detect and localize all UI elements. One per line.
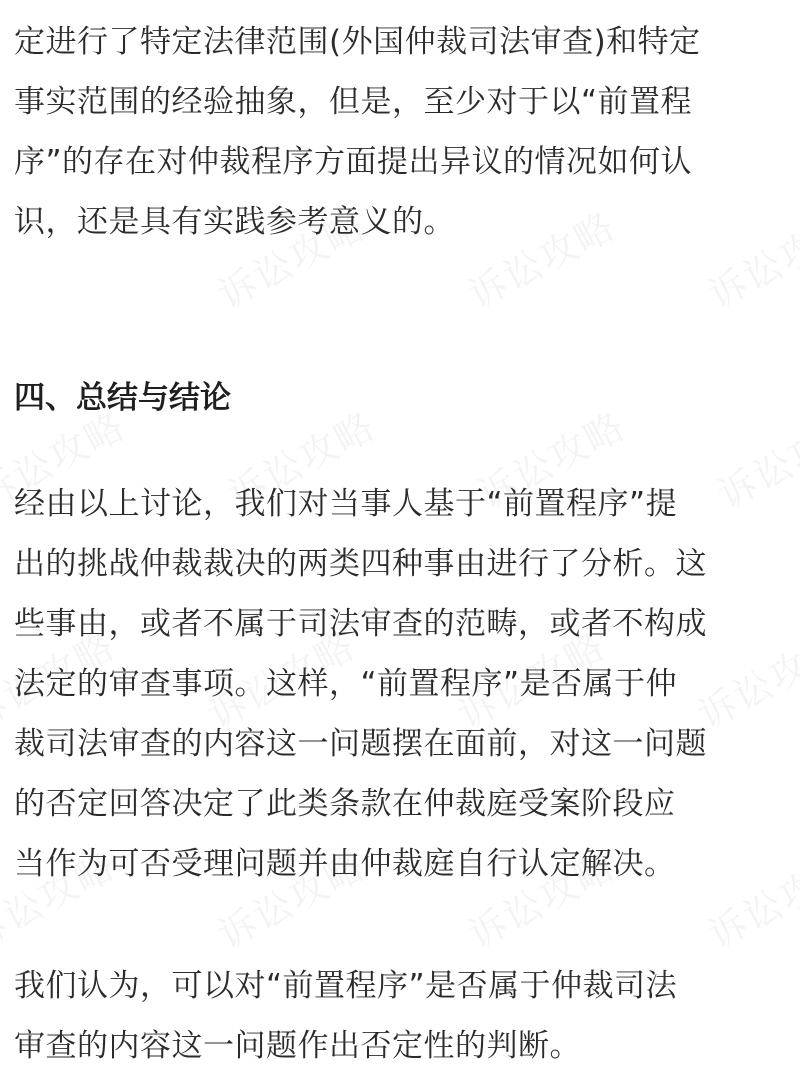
paragraph-2: [14, 474, 794, 894]
text-line: 序”的存在对仲裁程序方面提出异议的情况如何认: [14, 144, 693, 180]
text-line: 识，还是具有实践参考意义的。: [14, 204, 455, 240]
text-line: 出的挑战仲裁裁决的两类四种事由进行了分析。这: [14, 546, 707, 582]
paragraph-3: [14, 956, 794, 1076]
paragraph-1: [14, 12, 794, 252]
section-heading: 四、总结与结论: [14, 380, 231, 416]
text-line: 些事由，或者不属于司法审查的范畴，或者不构成: [14, 606, 707, 642]
text-line: 我们认为，可以对“前置程序”是否属于仲裁司法: [14, 968, 678, 1004]
text-line: 定进行了特定法律范围(外国仲裁司法审查)和特定: [14, 24, 701, 60]
text-line: 当作为可否受理问题并由仲裁庭自行认定解决。: [14, 846, 676, 882]
text-line: 审查的内容这一问题作出否定性的判断。: [14, 1028, 581, 1064]
text-line: 法定的审查事项。这样，“前置程序”是否属于仲: [14, 666, 678, 702]
text-line: 经由以上讨论，我们对当事人基于“前置程序”提: [14, 486, 678, 522]
text-line: 事实范围的经验抽象，但是，至少对于以“前置程: [14, 84, 693, 120]
text-line: 裁司法审查的内容这一问题摆在面前，对这一问题: [14, 726, 707, 762]
text-line: 的否定回答决定了此类条款在仲裁庭受案阶段应: [14, 786, 676, 822]
